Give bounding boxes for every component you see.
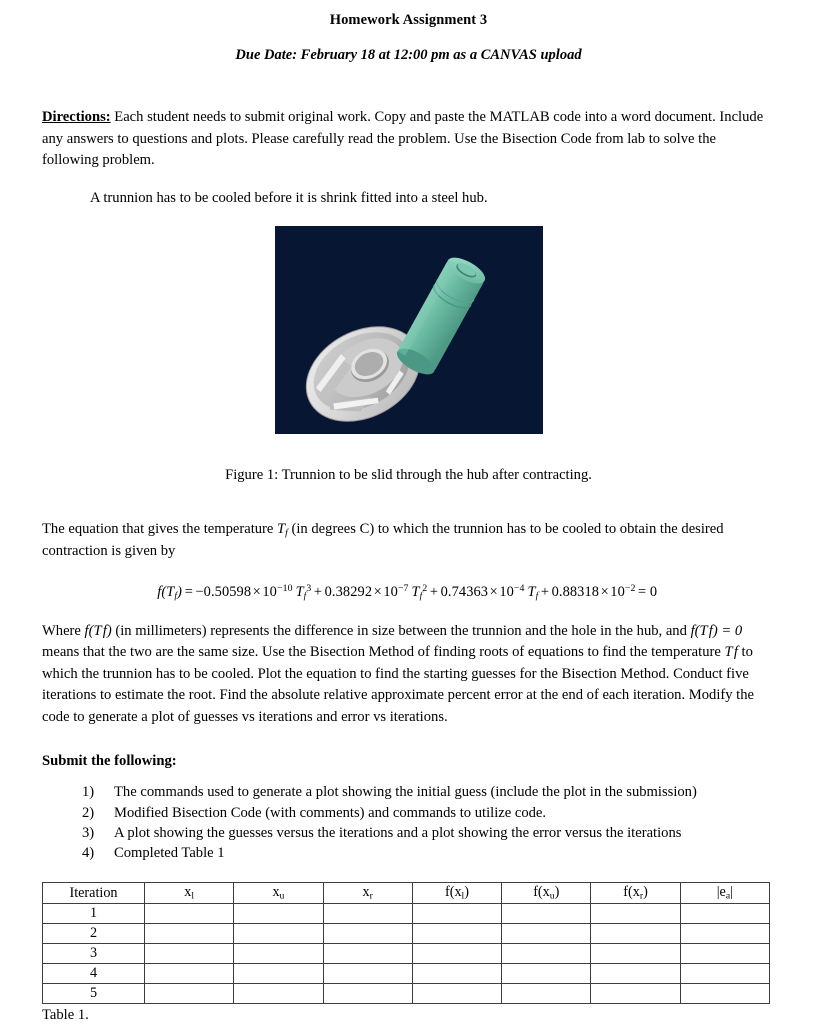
directions-label: Directions:: [42, 109, 111, 126]
equation-plus-3: +: [540, 584, 550, 601]
list-item-label: The commands used to generate a plot showing the initial guess (include the plot in the submission): [114, 784, 697, 801]
cell-iteration: 2: [43, 924, 145, 944]
list-item: [42, 782, 775, 802]
trunnion-hub-illustration: [275, 226, 543, 434]
cell-xl[interactable]: [145, 984, 234, 1004]
cell-xr[interactable]: [323, 904, 412, 924]
equation-intro-part1: The equation that gives the temperature: [42, 521, 278, 538]
inline-math-f-of-tf: f(T f): [84, 623, 112, 640]
equation-plus-1: +: [313, 584, 323, 601]
cell-xu[interactable]: [234, 904, 323, 924]
table-row: [43, 984, 770, 1004]
table-header-fxu: $f(x_u)$: [502, 883, 591, 904]
explanation-s3: means that the two are the same size. Use the Bisection Method of finding roots of equations to find the temperature: [42, 644, 725, 661]
cell-ea[interactable]: [680, 964, 769, 984]
list-item-number: 3): [82, 824, 95, 841]
cell-fxl[interactable]: [412, 904, 501, 924]
figure-block: [42, 210, 775, 434]
cell-fxr[interactable]: [591, 944, 680, 964]
cell-xu[interactable]: [234, 964, 323, 984]
cell-fxr[interactable]: [591, 984, 680, 1004]
cell-xu[interactable]: [234, 924, 323, 944]
equation-term-3: $0.74363 \times 10^{-4}$ $T_f$: [440, 583, 539, 603]
list-item: [42, 823, 775, 843]
cell-xu[interactable]: [234, 944, 323, 964]
cell-fxl[interactable]: [412, 944, 501, 964]
list-item: [42, 843, 775, 863]
table-body: [43, 904, 770, 1004]
cell-fxu[interactable]: [502, 984, 591, 1004]
list-item-number: 1): [82, 784, 95, 801]
equation-lhs: $f(T_f)$: [157, 584, 183, 603]
table-header: [43, 883, 770, 904]
equation-intro-paragraph: [42, 500, 775, 562]
cell-xr[interactable]: [323, 944, 412, 964]
cell-fxu[interactable]: [502, 964, 591, 984]
table-header-xr: $x_r$: [323, 883, 412, 904]
symbol-tf: $T_f$: [277, 521, 288, 539]
cell-xu[interactable]: [234, 984, 323, 1004]
table-row: [43, 964, 770, 984]
table-header-fxr: $f(x_r)$: [591, 883, 680, 904]
table-header-xu: $x_u$: [234, 883, 323, 904]
cell-xl[interactable]: [145, 964, 234, 984]
cell-ea[interactable]: [680, 944, 769, 964]
table-row: [43, 924, 770, 944]
equation-equals: =: [184, 584, 193, 601]
list-item-number: 4): [82, 844, 95, 861]
cell-fxr[interactable]: [591, 964, 680, 984]
explanation-paragraph: [42, 602, 775, 728]
cell-fxl[interactable]: [412, 964, 501, 984]
trunnion-render-image: [275, 226, 543, 434]
list-item: [42, 803, 775, 823]
list-item-number: 2): [82, 804, 95, 821]
table-header-row: [43, 883, 770, 904]
iteration-table: [42, 882, 770, 1004]
inline-math-f-of-tf-equals-zero: f(T f) = 0: [690, 623, 743, 640]
directions-text: Each student needs to submit original work. Copy and paste the MATLAB code into a word document. Include any answers to questions and plots. Please carefully read the problem. Use the Bisection Code from lab to solve the following problem.: [42, 109, 764, 168]
cell-fxl[interactable]: [412, 984, 501, 1004]
explanation-s2: (in millimeters) represents the difference in size between the trunnion and the hole in the hub, and: [111, 623, 691, 640]
equation-intro-part2: (in degrees C) to which the trunnion has to be cooled to obtain the desired contraction is given by: [42, 521, 724, 559]
cell-iteration: 3: [43, 944, 145, 964]
cell-fxr[interactable]: [591, 904, 680, 924]
cell-fxr[interactable]: [591, 924, 680, 944]
equation-result: = 0: [637, 584, 658, 601]
table-header-iteration: Iteration: [43, 883, 145, 904]
table-header-xl: $x_l$: [145, 883, 234, 904]
cell-iteration: 1: [43, 904, 145, 924]
governing-equation: [42, 562, 775, 602]
explanation-s1: Where: [42, 623, 85, 640]
list-item-label: A plot showing the guesses versus the iterations and a plot showing the error versus the iterations: [114, 824, 682, 841]
equation-plus-2: +: [429, 584, 439, 601]
cell-xl[interactable]: [145, 904, 234, 924]
cell-ea[interactable]: [680, 904, 769, 924]
cell-ea[interactable]: [680, 984, 769, 1004]
cell-fxl[interactable]: [412, 924, 501, 944]
inline-math-tf: T f: [724, 644, 738, 661]
cell-iteration: 5: [43, 984, 145, 1004]
page-title: Homework Assignment 3: [329, 12, 488, 28]
cell-xr[interactable]: [323, 924, 412, 944]
cell-ea[interactable]: [680, 924, 769, 944]
cell-fxu[interactable]: [502, 924, 591, 944]
submit-heading: Submit the following:: [42, 752, 177, 769]
table-caption: Table 1.: [42, 1007, 89, 1024]
table-row: [43, 944, 770, 964]
cell-fxu[interactable]: [502, 904, 591, 924]
equation-term-4: $0.88318 \times 10^{-2}$: [551, 583, 636, 601]
explanation-s4: to which the trunnion has to be cooled. Plot the equation to find the starting guesses for the Bisection Method. Conduct five iterations to estimate the root. Find the absolute relative approximate percent error at the end of each iteration. Modify the code to generate a plot of guesses vs iterations and error vs iterations.: [42, 644, 755, 725]
list-item-label: Completed Table 1: [114, 844, 225, 861]
table-header-fxl: $f(x_l)$: [412, 883, 501, 904]
equation-term-2: $0.38292 \times 10^{-7}$ $T_f^2$: [324, 583, 428, 603]
cell-iteration: 4: [43, 964, 145, 984]
submit-list: [42, 771, 775, 863]
due-date-subtitle: Due Date: February 18 at 12:00 pm as a CANVAS upload: [235, 47, 582, 64]
list-item-label: Modified Bisection Code (with comments) and commands to utilize code.: [114, 804, 547, 821]
cell-xr[interactable]: [323, 984, 412, 1004]
lead-in-paragraph: A trunnion has to be cooled before it is shrink fitted into a steel hub.: [90, 190, 488, 207]
cell-xl[interactable]: [145, 924, 234, 944]
table-header-ea: $|e_a|$: [680, 883, 769, 904]
figure-caption: Figure 1: Trunnion to be slid through the hub after contracting.: [225, 467, 592, 484]
table-row: [43, 904, 770, 924]
equation-term-1: $-0.50598 \times 10^{-10}$ $T_f^3$: [195, 583, 312, 603]
cell-xr[interactable]: [323, 964, 412, 984]
cell-fxu[interactable]: [502, 944, 591, 964]
cell-xl[interactable]: [145, 944, 234, 964]
directions-paragraph: [42, 64, 775, 171]
